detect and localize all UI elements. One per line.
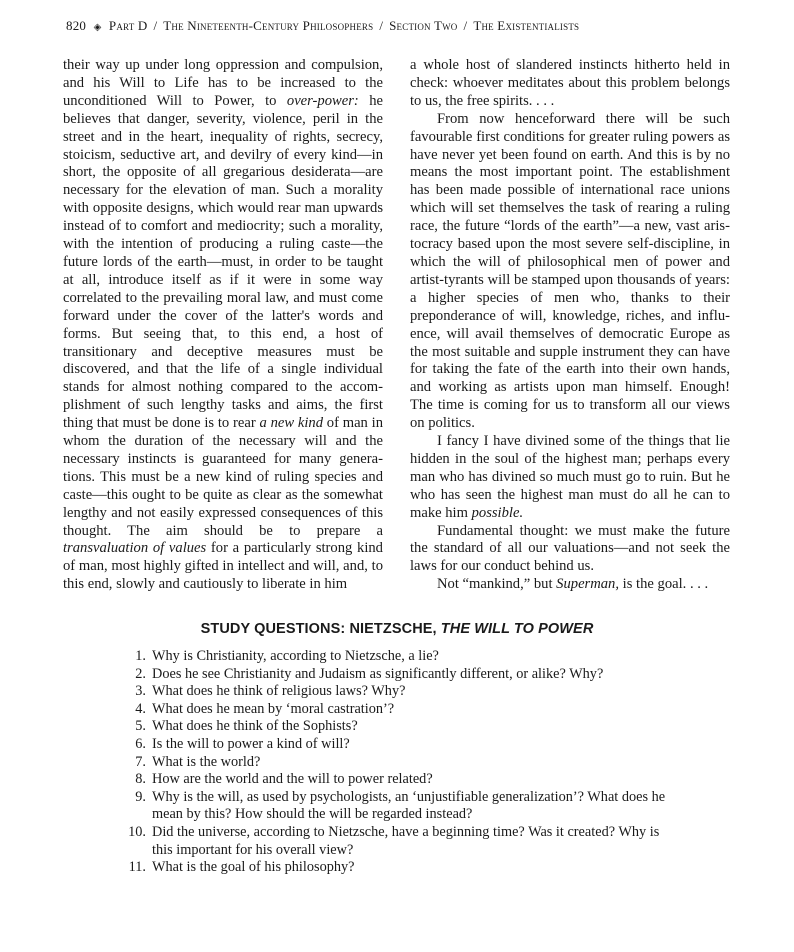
question-text: What is the goal of his philosophy?: [152, 859, 355, 876]
study-question-item: [122, 789, 682, 824]
header-title: The Nineteenth-Century Philosophers: [163, 18, 374, 33]
question-number: 11.: [128, 859, 146, 876]
question-number: 1.: [135, 648, 146, 664]
question-text: Did the universe, according to Nietzsche, have a beginning time? Was it created? Why is this important for his overall view?: [152, 823, 660, 858]
question-number: 7.: [135, 753, 146, 770]
header-separator: /: [463, 18, 468, 33]
study-question-item: [122, 771, 682, 789]
question-number: 6.: [135, 735, 146, 752]
body-paragraph: I fancy I have divined some of the things that lie hidden in the soul of the highest man; perhaps every man who has divined so much must go to ruin. But he who has seen the highest man must do all he can to make him possible.: [410, 433, 730, 521]
question-text: What does he think of religious laws? Why?: [152, 683, 406, 700]
left-column: [63, 57, 383, 594]
study-questions-heading: STUDY QUESTIONS: NIETZSCHE, THE WILL TO POWER: [200, 621, 594, 637]
running-header: [66, 18, 746, 34]
question-number: 2.: [135, 665, 146, 682]
study-question-item: [122, 718, 682, 736]
header-bullet: ◈: [93, 22, 102, 33]
header-part: Part D: [108, 18, 148, 33]
header-subsection: The Existentialists: [473, 18, 580, 33]
study-question-item: [122, 736, 682, 754]
question-number: 5.: [135, 718, 146, 735]
study-question-item: [122, 754, 682, 772]
question-text: What does he mean by ‘moral castration’?: [152, 700, 395, 717]
body-paragraph: Fundamental thought: we must make the future the standard of all our valuations—and not seek the laws for our conduct behind us.: [410, 522, 730, 575]
question-number: 8.: [135, 771, 146, 788]
question-text: Is the will to power a kind of will?: [152, 735, 350, 752]
question-text: What is the world?: [152, 753, 261, 770]
question-text: Why is the will, as used by psychologists, an ‘unjustifiable generalization’? What does he mean by this? How should the will be regarded instead?: [152, 788, 666, 823]
question-text: Does he see Christianity and Judaism as significantly different, or alike? Why?: [152, 665, 604, 682]
header-section: Section Two: [389, 18, 458, 33]
header-separator: /: [153, 18, 158, 33]
study-question-item: [122, 824, 682, 859]
question-text: What does he think of the Sophists?: [152, 718, 358, 735]
question-number: 3.: [135, 683, 146, 700]
study-questions-list: [122, 648, 682, 877]
study-question-item: [122, 683, 682, 701]
body-paragraph: their way up under long oppression and compulsion, and his Will to Life has to be increased to the unconditioned Will to Power, to over-power: he believes that danger, severity, violence, peril in the street and in the heart, inequality of rights, secrecy, stoicism, seductive art, and devilry of every kind—in short, the opposite of all gregarious desiderata—are necessary for the elevation of man. Such a morality with opposite designs, which would rear man upwards instead of to comfort and mediocrity; such a morality, with the intention of producing a ruling caste—the future lords of the earth—must, in order to be taught at all, introduce itself as if it were in some way correlated to the prevailing moral law, and must come forward under the cover of the latter's words and forms. But seeing that, to this end, a host of transitionary and deceptive measures must be discovered, and that the life of a single individual stands for almost nothing compared to the accomplishment of such lengthy tasks and aims, the first thing that must be done is to rear a new kind of man in whom the duration of the necessary will and the necessary instincts is guaranteed for many generations. This must be a new kind of ruling species and caste—this ought to be quite as clear as the somewhat lengthy and not easily expressed consequences of this thought. The aim should be to prepare a transvaluation of values for a particularly strong kind of man, most highly gifted in intellect and will, and, to this end, slowly and cautiously to liberate in him: [63, 57, 383, 593]
question-number: 9.: [135, 788, 146, 805]
body-paragraph: a whole host of slandered instincts hitherto held in check: whoever meditates about this problem belongs to us, the free spirits. . . .: [410, 57, 730, 109]
body-paragraph: From now henceforward there will be such favourable first conditions for greater ruling powers as have never yet been found on earth. And this is by no means the most important point. The establishment has been made possible of international race unions which will set themselves the task of rearing a ruling race, the future “lords of the earth”—a new, vast aristocracy based upon the most severe self-discipline, in which the will of philosophical men of power and artist-tyrants will be stamped upon thousands of years: a higher species of men who, thanks to their preponderance of will, knowledge, riches, and influence, will avail themselves of democratic Europe as the most suitable and supple instrument they can have for taking the fate of the earth into their own hands, and working as artists upon man himself. Enough! The time is coming for us to transform all our views on politics.: [410, 110, 730, 432]
page-number: 820: [66, 18, 87, 33]
header-separator: /: [379, 18, 384, 33]
study-question-item: [122, 666, 682, 684]
question-text: Why is Christianity, according to Nietzsche, a lie?: [152, 648, 439, 664]
study-question-item: [122, 648, 682, 666]
question-number: 4.: [135, 700, 146, 717]
study-question-item: [122, 859, 682, 877]
question-text: How are the world and the will to power related?: [152, 771, 433, 788]
study-question-item: [122, 701, 682, 719]
question-number: 10.: [128, 823, 146, 840]
right-column: [410, 57, 730, 594]
body-paragraph: Not “mankind,” but Superman, is the goal. . . .: [437, 576, 709, 593]
